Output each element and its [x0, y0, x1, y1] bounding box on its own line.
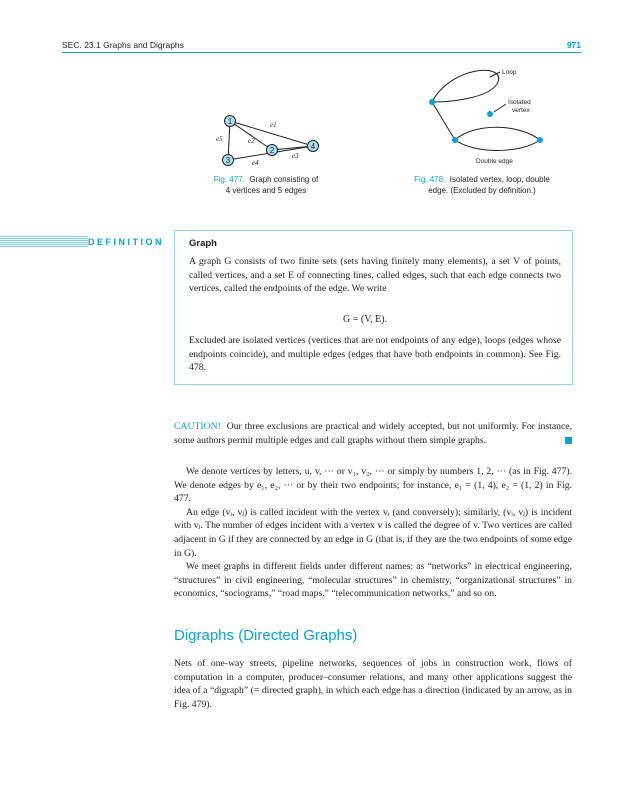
figure-477	[200, 108, 340, 178]
section-title: Digraphs (Directed Graphs)	[174, 627, 358, 644]
edge-label-e5: e5	[216, 135, 223, 143]
header-rule	[62, 52, 581, 53]
label-isolated: Isolated	[508, 99, 531, 106]
caution-label: CAUTION!	[174, 421, 221, 432]
svg-text:3: 3	[225, 156, 231, 165]
vertex-4	[308, 141, 319, 152]
svg-text:2: 2	[269, 146, 275, 155]
edge-label-e2: e2	[248, 137, 255, 145]
vertex-1	[225, 116, 236, 127]
label-double-edge: Double edge	[476, 158, 513, 165]
double-edge-lower	[455, 140, 540, 151]
figure-478	[420, 62, 580, 172]
paragraph-incidence: An edge (vᵢ, vⱼ) is called incident with the vertex vᵢ (and conversely); similarly, (vᵢ, vⱼ) is incident with vⱼ. The number of edges incident with a vertex v is called the degree of v. Two vertices are called adjacent in G if they are connected by an edge in G (that is, if they are the two endpoints of some edge in G).	[174, 506, 572, 559]
definition-para-1: A graph G consists of two finite sets (sets having finitely many elements), a set V of points, called vertices, and a set E of connecting lines, called edges, such that each edge connects two vertices, called the endpoints of the edge. We write	[189, 256, 561, 295]
vertex-3	[223, 155, 234, 166]
isolated-vertex	[487, 111, 493, 117]
label-loop: Loop	[502, 69, 517, 76]
svg-text:1: 1	[227, 117, 233, 126]
definition-label: DEFINITION	[88, 237, 164, 247]
leader-isolated	[494, 104, 506, 112]
edge-label-e1: e1	[270, 121, 277, 129]
definition-title: Graph	[189, 238, 217, 249]
end-marker-icon	[565, 437, 572, 444]
section-paragraph: Nets of one-way streets, pipeline networks, sequences of jobs in construction work, flows of computation in a computer, producer–consumer relations, and many other applications suggest the idea of a “digraph” (= directed graph), in which each edge has a direction (indicated by an arrow, as in Fig. 479).	[174, 658, 572, 710]
edge-label-e3: e3	[292, 152, 299, 160]
definition-stripes	[0, 236, 88, 247]
edge-e2	[230, 121, 272, 150]
vertex-2	[267, 145, 278, 156]
caution-paragraph: CAUTION! Our three exclusions are practical and widely accepted, but not uniformly. For instance, some authors permit multiple edges and call graphs without them simple graphs.	[174, 421, 573, 446]
definition-para-2: Excluded are isolated vertices (vertices that are not endpoints of any edge), loops (edges whose endpoints coincide), and multiple edges (edges that have both endpoints in common). See Fig. 478.	[189, 335, 561, 374]
running-header: SEC. 23.1 Graphs and Digraphs	[62, 40, 184, 50]
loop-vertex	[429, 99, 435, 105]
double-edge-vertex-right	[537, 137, 543, 143]
double-edge-upper	[455, 127, 540, 140]
paragraph-fields: We meet graphs in different fields under different names: as “networks” in electrical engineering, “structures” in civil engineering, “molecular structures” in chemistry, “organizational structures” in economics, “sociograms,” “road maps,” “telecommunication networks,” and so on.	[174, 561, 572, 600]
caption-fig-477: Fig. 477. Graph consisting of 4 vertices and 5 edges	[213, 175, 319, 195]
label-vertex: vertex	[512, 107, 530, 114]
body-text	[174, 465, 572, 601]
caption-fig-478: Fig. 478. Isolated vertex, loop, double edge. (Excluded by definition.)	[414, 175, 550, 195]
edge-to-double	[432, 102, 455, 140]
definition-equation: G = (V, E).	[343, 314, 388, 325]
svg-text:4: 4	[310, 142, 316, 151]
double-edge-vertex-left	[452, 137, 458, 143]
page-number: 971	[566, 40, 581, 50]
edge-label-e4: e4	[252, 159, 259, 167]
paragraph-notation: We denote vertices by letters, u, v, ··· or v₁, v₂, ··· or simply by numbers 1, 2, ··· (as in Fig. 477). We denote edges by e₁, e₂, ··· or by their two endpoints; for instance, e₁ = (1, 4), e₂ = (1, 2) in Fig. 477.	[174, 466, 572, 505]
loop-edge	[432, 70, 499, 102]
